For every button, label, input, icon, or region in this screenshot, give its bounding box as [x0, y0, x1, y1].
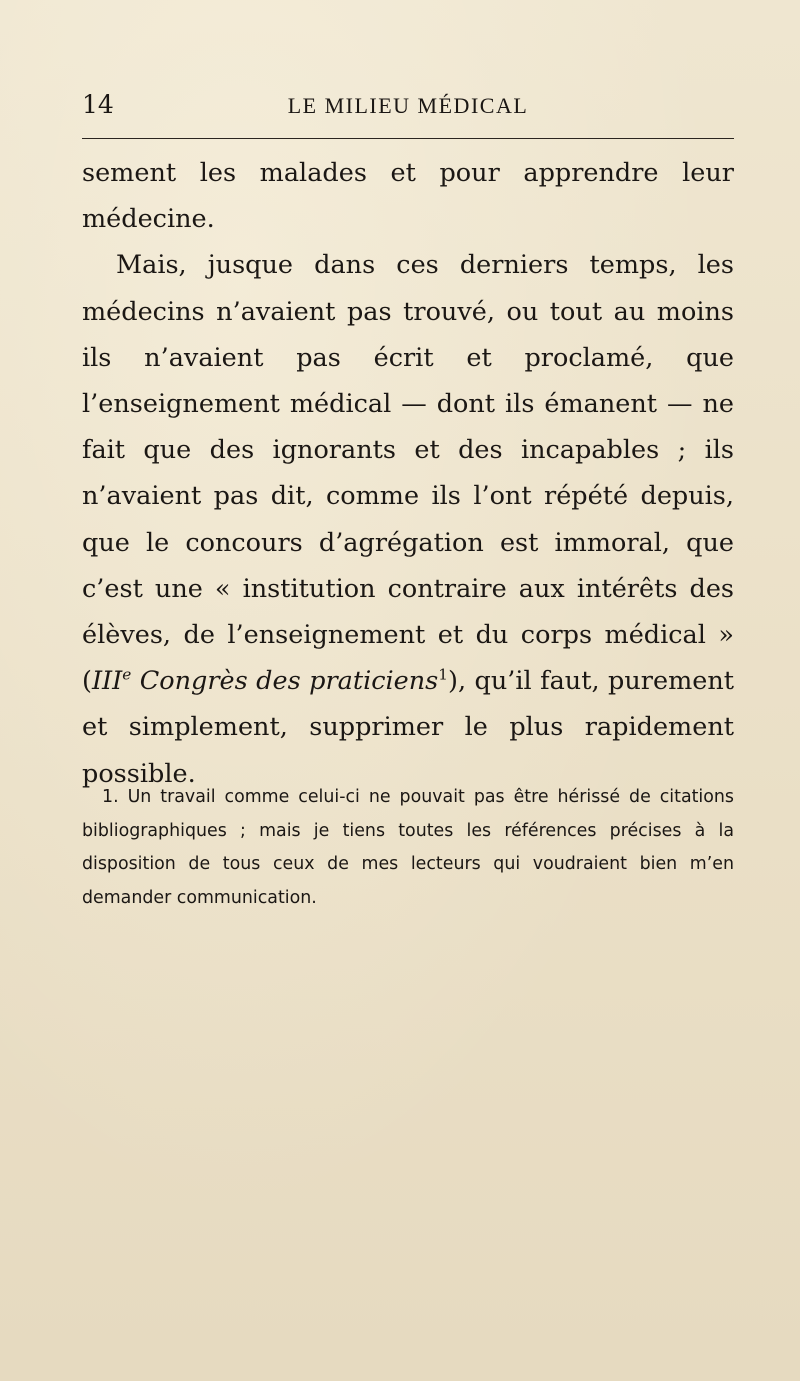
citation-roman: III	[91, 666, 123, 697]
footnote-text: Un travail comme celui-ci ne pouvait pas être hérissé de citations bibliographiques ; mais je tiens toutes les références précises à la disposition de tous ceux de mes lecteurs qui voudraient bien m’en demander communication.	[82, 787, 734, 908]
citation-title: Congrès des praticiens	[131, 666, 439, 697]
page-number: 14	[82, 90, 114, 119]
footnote	[82, 781, 734, 915]
footnote-reference: 1	[438, 665, 449, 684]
header-rule	[82, 138, 734, 139]
paragraph-2	[82, 242, 734, 796]
paragraph-1: sement les malades et pour apprendre leur médecine.	[82, 158, 734, 235]
running-title: LE MILIEU MÉDICAL	[287, 93, 529, 118]
footnote-number: 1.	[102, 787, 119, 807]
paragraph-2-text: Mais, jusque dans ces derniers temps, les médecins n’avaient pas trouvé, ou tout au moins ils n’avaient pas écrit et proclamé, que l’enseignement médical — dont ils émanent — ne fait que des ignorants et des incapables ; ils n’avaient pas dit, comme ils l’ont répété depuis, que le concours d’agrégation est immoral, que c’est une « institution contraire aux intérêts des élèves, de l’enseignement et du corps médical » (	[82, 250, 734, 697]
citation-superscript: e	[122, 665, 132, 684]
page-header	[82, 90, 734, 126]
citation	[92, 666, 438, 696]
paragraph-2-text-end: ), qu’il faut, purement et simplement, supprimer le plus rapidement possible.	[82, 666, 735, 789]
body-text	[82, 150, 734, 797]
